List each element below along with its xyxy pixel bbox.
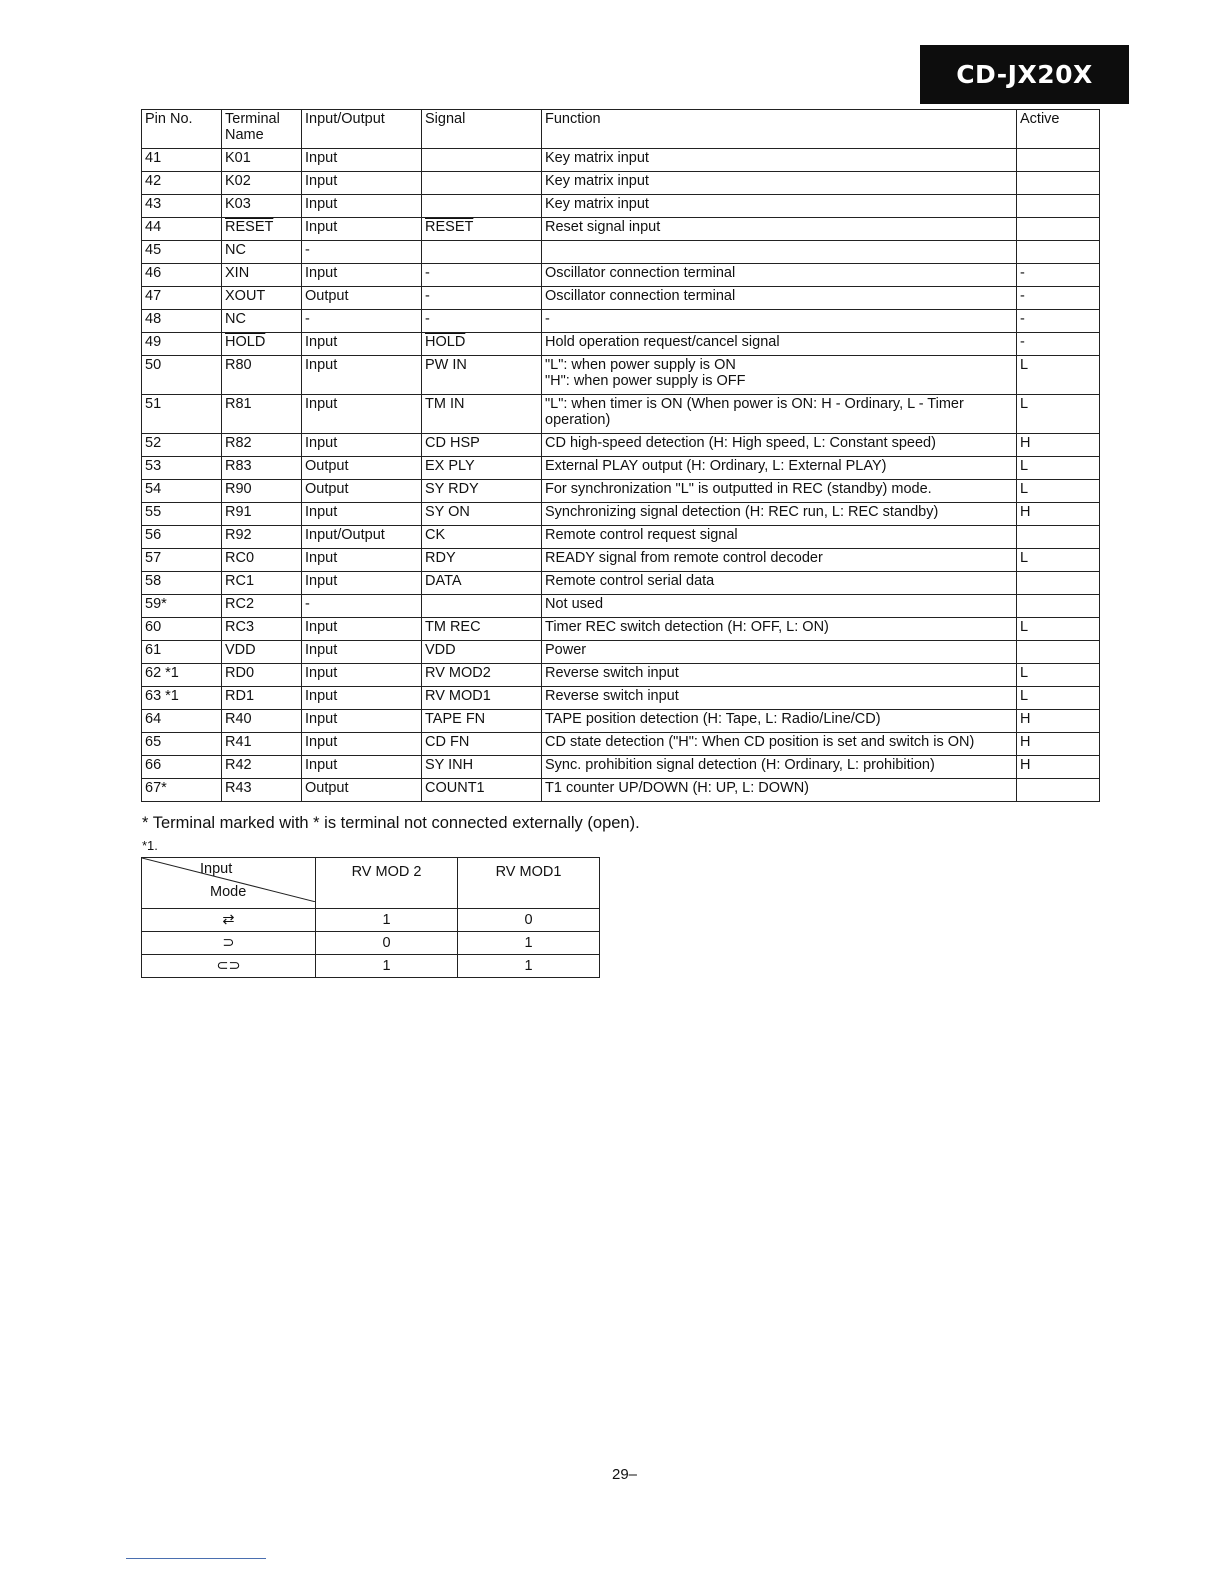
table-row [142,549,1100,572]
function-cell: Reverse switch input [542,687,1017,710]
rv-mod1-cell: 1 [458,955,600,978]
col-pin-no: Pin No. [142,110,222,149]
pin-no-cell: 51 [142,395,222,434]
rv-mod1-cell: 1 [458,932,600,955]
function-cell: Key matrix input [542,149,1017,172]
active-cell: H [1017,503,1100,526]
active-cell: L [1017,457,1100,480]
terminal-name-cell: R91 [222,503,302,526]
active-cell: L [1017,687,1100,710]
function-cell: Key matrix input [542,172,1017,195]
pin-no-cell: 49 [142,333,222,356]
function-cell: - [542,310,1017,333]
signal-cell: TAPE FN [422,710,542,733]
io-cell: Output [302,457,422,480]
io-cell: Input [302,195,422,218]
pin-no-cell: 46 [142,264,222,287]
active-cell [1017,572,1100,595]
terminal-name-cell: RC1 [222,572,302,595]
pin-no-cell: 44 [142,218,222,241]
io-cell: Input [302,356,422,395]
io-cell: Input [302,687,422,710]
function-cell: Reverse switch input [542,664,1017,687]
terminal-name-cell: RD0 [222,664,302,687]
table-row [142,687,1100,710]
function-cell: Remote control request signal [542,526,1017,549]
table-row [142,664,1100,687]
active-cell [1017,641,1100,664]
active-cell: H [1017,434,1100,457]
pin-no-cell: 47 [142,287,222,310]
active-cell [1017,149,1100,172]
function-cell: Oscillator connection terminal [542,264,1017,287]
page-number: 29– [612,1466,638,1483]
table-row [142,756,1100,779]
io-cell: Output [302,287,422,310]
terminal-name-cell: VDD [222,641,302,664]
io-cell: - [302,310,422,333]
function-cell: Timer REC switch detection (H: OFF, L: ON) [542,618,1017,641]
signal-cell [422,149,542,172]
active-cell [1017,595,1100,618]
pin-no-cell: 53 [142,457,222,480]
terminal-name-cell: RD1 [222,687,302,710]
corner-input-label: Input [200,861,233,877]
reverse-mode-table [141,857,600,978]
signal-cell: - [422,287,542,310]
function-cell [542,241,1017,264]
active-cell: L [1017,480,1100,503]
active-cell: L [1017,664,1100,687]
terminal-name-cell: R42 [222,756,302,779]
pin-no-cell: 55 [142,503,222,526]
rv-mod2-cell: 1 [316,909,458,932]
function-cell: CD state detection ("H": When CD position is set and switch is ON) [542,733,1017,756]
pin-no-cell: 67* [142,779,222,802]
table-row [142,310,1100,333]
rv-mod2-cell: 1 [316,955,458,978]
mode-symbol-cell: ⊂⊃ [142,955,316,978]
mode-symbol-cell: ⇄ [142,909,316,932]
active-cell: - [1017,333,1100,356]
function-cell: Reset signal input [542,218,1017,241]
function-cell: Sync. prohibition signal detection (H: Ordinary, L: prohibition) [542,756,1017,779]
signal-cell: CK [422,526,542,549]
terminal-name-cell: K01 [222,149,302,172]
active-cell: H [1017,756,1100,779]
io-cell: - [302,241,422,264]
function-cell: Remote control serial data [542,572,1017,595]
pin-function-table [141,109,1100,802]
terminal-name-cell: R40 [222,710,302,733]
function-cell: Power [542,641,1017,664]
table-row [142,710,1100,733]
terminal-name-cell: R43 [222,779,302,802]
io-cell: Input [302,733,422,756]
signal-cell: RDY [422,549,542,572]
active-cell [1017,195,1100,218]
pin-no-cell: 52 [142,434,222,457]
pin-no-cell: 61 [142,641,222,664]
signal-cell: TM REC [422,618,542,641]
table-header-row [142,110,1100,149]
corner-mode-label: Mode [210,884,247,900]
terminal-name-cell: K03 [222,195,302,218]
table-row [142,333,1100,356]
terminal-name-cell: R92 [222,526,302,549]
active-cell: - [1017,310,1100,333]
function-cell: For synchronization "L" is outputted in REC (standby) mode. [542,480,1017,503]
table-row [142,595,1100,618]
signal-cell: COUNT1 [422,779,542,802]
signal-cell [422,595,542,618]
signal-cell: RV MOD1 [422,687,542,710]
open-terminal-note: * Terminal marked with * is terminal not connected externally (open). [142,814,640,832]
pin-no-cell: 42 [142,172,222,195]
pin-no-cell: 50 [142,356,222,395]
pin-no-cell: 56 [142,526,222,549]
function-cell: Synchronizing signal detection (H: REC run, L: REC standby) [542,503,1017,526]
signal-cell: RV MOD2 [422,664,542,687]
pin-no-cell: 58 [142,572,222,595]
function-cell: T1 counter UP/DOWN (H: UP, L: DOWN) [542,779,1017,802]
table-row [142,434,1100,457]
table-row [142,503,1100,526]
function-cell: "L": when timer is ON (When power is ON: H - Ordinary, L - Timer operation) [542,395,1017,434]
io-cell: Output [302,779,422,802]
active-cell: - [1017,264,1100,287]
active-cell: L [1017,549,1100,572]
pin-no-cell: 45 [142,241,222,264]
mode-table-body [142,909,600,978]
pin-no-cell: 43 [142,195,222,218]
table-row [142,572,1100,595]
col-rv-mod1: RV MOD1 [458,858,600,909]
function-cell: READY signal from remote control decoder [542,549,1017,572]
io-cell: - [302,595,422,618]
terminal-name-cell: RC0 [222,549,302,572]
mode-table-corner [142,858,316,909]
io-cell: Input [302,172,422,195]
terminal-name-cell: R83 [222,457,302,480]
col-terminal-name: Terminal Name [222,110,302,149]
signal-cell [422,172,542,195]
active-cell: L [1017,356,1100,395]
signal-cell [422,241,542,264]
terminal-name-cell: R81 [222,395,302,434]
io-cell: Input [302,149,422,172]
col-signal: Signal [422,110,542,149]
mode-symbol-cell: ⊃ [142,932,316,955]
mode-row [142,932,600,955]
pin-no-cell: 41 [142,149,222,172]
io-cell: Input [302,264,422,287]
io-cell: Input [302,218,422,241]
table-row [142,195,1100,218]
table-row [142,618,1100,641]
table-row [142,218,1100,241]
col-input-output: Input/Output [302,110,422,149]
table-row [142,733,1100,756]
io-cell: Input [302,572,422,595]
pin-no-cell: 59* [142,595,222,618]
signal-cell: TM IN [422,395,542,434]
active-cell [1017,241,1100,264]
terminal-name-cell: R41 [222,733,302,756]
terminal-name-cell: R90 [222,480,302,503]
col-function: Function [542,110,1017,149]
io-cell: Input [302,503,422,526]
pin-no-cell: 54 [142,480,222,503]
signal-cell: VDD [422,641,542,664]
table-row [142,287,1100,310]
active-cell: H [1017,733,1100,756]
table-row [142,641,1100,664]
signal-cell: SY ON [422,503,542,526]
terminal-name-cell: XOUT [222,287,302,310]
table-row [142,264,1100,287]
io-cell: Input [302,664,422,687]
col-active: Active [1017,110,1100,149]
io-cell: Input/Output [302,526,422,549]
terminal-name-cell: RC3 [222,618,302,641]
signal-cell: - [422,310,542,333]
io-cell: Input [302,710,422,733]
table-row [142,356,1100,395]
mode-row [142,909,600,932]
signal-cell: - [422,264,542,287]
terminal-name-cell: NC [222,241,302,264]
pin-no-cell: 62 *1 [142,664,222,687]
active-cell [1017,779,1100,802]
pin-no-cell: 63 *1 [142,687,222,710]
pin-no-cell: 57 [142,549,222,572]
signal-cell [422,195,542,218]
terminal-name-cell: NC [222,310,302,333]
io-cell: Input [302,395,422,434]
function-cell: TAPE position detection (H: Tape, L: Radio/Line/CD) [542,710,1017,733]
io-cell: Input [302,434,422,457]
rv-mod1-cell: 0 [458,909,600,932]
active-cell: L [1017,618,1100,641]
active-cell [1017,218,1100,241]
model-badge: CD-JX20X [920,45,1129,104]
signal-cell: RESET [422,218,542,241]
signal-cell: SY RDY [422,480,542,503]
signal-cell: PW IN [422,356,542,395]
pin-no-cell: 65 [142,733,222,756]
terminal-name-cell: R82 [222,434,302,457]
io-cell: Input [302,641,422,664]
table-row [142,395,1100,434]
table-row [142,480,1100,503]
pin-no-cell: 48 [142,310,222,333]
terminal-name-cell: XIN [222,264,302,287]
table-row [142,172,1100,195]
io-cell: Input [302,549,422,572]
io-cell: Output [302,480,422,503]
terminal-name-cell: K02 [222,172,302,195]
mode-row [142,955,600,978]
active-cell [1017,172,1100,195]
active-cell: H [1017,710,1100,733]
terminal-name-cell: RESET [222,218,302,241]
io-cell: Input [302,756,422,779]
active-cell [1017,526,1100,549]
footer-rule [126,1558,266,1559]
signal-cell: HOLD [422,333,542,356]
pin-no-cell: 60 [142,618,222,641]
table-row [142,457,1100,480]
signal-cell: SY INH [422,756,542,779]
terminal-name-cell: RC2 [222,595,302,618]
terminal-name-cell: R80 [222,356,302,395]
signal-cell: DATA [422,572,542,595]
function-cell: "L": when power supply is ON "H": when power supply is OFF [542,356,1017,395]
function-cell: CD high-speed detection (H: High speed, L: Constant speed) [542,434,1017,457]
footnote-marker: *1. [142,838,158,853]
signal-cell: EX PLY [422,457,542,480]
table-row [142,779,1100,802]
io-cell: Input [302,333,422,356]
function-cell: External PLAY output (H: Ordinary, L: External PLAY) [542,457,1017,480]
table-row [142,149,1100,172]
mode-table-header [142,858,600,909]
function-cell: Key matrix input [542,195,1017,218]
io-cell: Input [302,618,422,641]
terminal-name-cell: HOLD [222,333,302,356]
function-cell: Oscillator connection terminal [542,287,1017,310]
signal-cell: CD FN [422,733,542,756]
table-row [142,241,1100,264]
col-rv-mod2: RV MOD 2 [316,858,458,909]
function-cell: Hold operation request/cancel signal [542,333,1017,356]
pin-table-body [142,149,1100,802]
table-row [142,526,1100,549]
pin-no-cell: 66 [142,756,222,779]
function-cell: Not used [542,595,1017,618]
active-cell: - [1017,287,1100,310]
signal-cell: CD HSP [422,434,542,457]
pin-no-cell: 64 [142,710,222,733]
rv-mod2-cell: 0 [316,932,458,955]
active-cell: L [1017,395,1100,434]
